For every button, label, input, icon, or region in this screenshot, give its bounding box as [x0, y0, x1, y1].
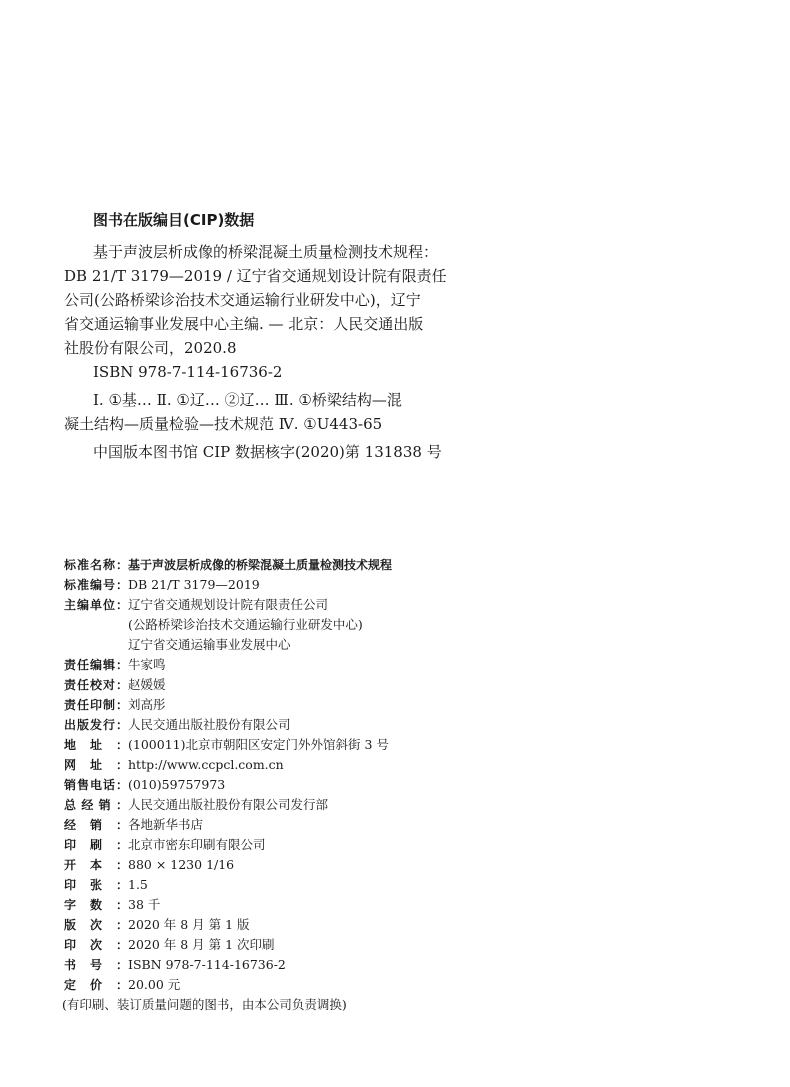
colophon-value: 赵媛媛 — [128, 677, 166, 692]
colophon-row-distributor — [64, 815, 392, 835]
colophon-label: 地址： — [64, 738, 128, 752]
cip-line-2: DB 21/T 3179—2019 / 辽宁省交通规划设计院有限责任 — [64, 267, 447, 285]
colophon-row-publisher — [64, 715, 392, 735]
colophon-value: 基于声波层析成像的桥梁混凝土质量检测技术规程 — [128, 558, 393, 572]
cip-record-number: 中国版本图书馆 CIP 数据核字(2020)第 131838 号 — [93, 443, 442, 461]
colophon-value: 各地新华书店 — [128, 817, 204, 832]
colophon-row-standard-name — [64, 555, 392, 575]
cip-line-1: 基于声波层析成像的桥梁混凝土质量检测技术规程： — [93, 243, 439, 261]
colophon-value: (100011)北京市朝阳区安定门外外馆斜街 3 号 — [128, 737, 389, 752]
colophon-row-edition — [64, 915, 392, 935]
colophon-value: 38 千 — [128, 897, 161, 912]
colophon-label: 责任编辑： — [64, 658, 128, 672]
colophon-row-print-supervisor — [64, 695, 392, 715]
colophon-value: 辽宁省交通运输事业发展中心 — [128, 637, 291, 652]
colophon-row-printed-sheets — [64, 875, 392, 895]
quality-disclaimer: (有印刷、装订质量问题的图书，由本公司负责调换) — [62, 997, 347, 1012]
colophon-row-website — [64, 755, 392, 775]
colophon-label: 主编单位： — [64, 598, 128, 612]
colophon-value: 880 × 1230 1/16 — [128, 857, 235, 872]
colophon-label: 书号： — [64, 958, 128, 972]
colophon-row-chief-editor-unit-3 — [64, 635, 392, 655]
colophon-label: 开本： — [64, 858, 128, 872]
colophon-row-responsible-editor — [64, 655, 392, 675]
colophon-block — [64, 555, 392, 1015]
colophon-value: DB 21/T 3179—2019 — [128, 577, 260, 592]
colophon-row-printer — [64, 835, 392, 855]
colophon-label: 印刷： — [64, 838, 128, 852]
colophon-row-general-distributor — [64, 795, 392, 815]
colophon-value: (公路桥梁诊治技术交通运输行业研发中心) — [128, 617, 363, 632]
colophon-label: 标准名称： — [64, 558, 128, 572]
colophon-row-price — [64, 975, 392, 995]
colophon-value: 刘高彤 — [128, 697, 166, 712]
colophon-label: 销售电话： — [64, 778, 128, 792]
colophon-row-sales-phone — [64, 775, 392, 795]
colophon-label: 经销： — [64, 818, 128, 832]
colophon-value: 20.00 元 — [128, 977, 181, 992]
colophon-row-chief-editor-unit — [64, 595, 392, 615]
colophon-value: 人民交通出版社股份有限公司 — [128, 717, 291, 732]
colophon-row-standard-number — [64, 575, 392, 595]
website-link[interactable]: http://www.ccpcl.com.cn — [128, 757, 284, 772]
colophon-label: 网址： — [64, 758, 128, 772]
colophon-label: 责任印制： — [64, 698, 128, 712]
colophon-label: 定价： — [64, 978, 128, 992]
cip-line-3: 公司(公路桥梁诊治技术交通运输行业研发中心)，辽宁 — [64, 291, 421, 309]
colophon-row-word-count — [64, 895, 392, 915]
colophon-row-impression — [64, 935, 392, 955]
cip-isbn: ISBN 978-7-114-16736-2 — [93, 363, 283, 381]
colophon-value: 1.5 — [128, 877, 148, 892]
colophon-label: 印张： — [64, 878, 128, 892]
colophon-value: 2020 年 8 月 第 1 次印刷 — [128, 937, 275, 952]
colophon-label: 字数： — [64, 898, 128, 912]
cip-heading: 图书在版编目(CIP)数据 — [93, 211, 255, 229]
cip-line-5: 社股份有限公司，2020.8 — [64, 339, 237, 357]
cip-subject-line-2: 凝土结构—质量检验—技术规范 Ⅳ. ①U443-65 — [64, 415, 383, 433]
colophon-label: 印次： — [64, 938, 128, 952]
colophon-label: 责任校对： — [64, 678, 128, 692]
colophon-label: 总经销： — [64, 798, 128, 812]
colophon-value: (010)59757973 — [128, 777, 226, 792]
colophon-label: 出版发行： — [64, 718, 128, 732]
colophon-row-address — [64, 735, 392, 755]
colophon-value: 牛家鸣 — [128, 657, 166, 672]
colophon-value: 辽宁省交通规划设计院有限责任公司 — [128, 597, 329, 612]
colophon-row-format — [64, 855, 392, 875]
colophon-value: 北京市密东印刷有限公司 — [128, 837, 266, 852]
colophon-row-book-number — [64, 955, 392, 975]
colophon-value: ISBN 978-7-114-16736-2 — [128, 957, 286, 972]
colophon-row-proofreader — [64, 675, 392, 695]
colophon-value: 人民交通出版社股份有限公司发行部 — [128, 797, 329, 812]
colophon-row-chief-editor-unit-2 — [64, 615, 392, 635]
colophon-value: 2020 年 8 月 第 1 版 — [128, 917, 250, 932]
colophon-label: 版次： — [64, 918, 128, 932]
cip-subject-line-1: Ⅰ. ①基… Ⅱ. ①辽… ②辽… Ⅲ. ①桥梁结构—混 — [93, 391, 402, 409]
cip-line-4: 省交通运输事业发展中心主编. — 北京：人民交通出版 — [64, 315, 424, 333]
colophon-label: 标准编号： — [64, 578, 128, 592]
